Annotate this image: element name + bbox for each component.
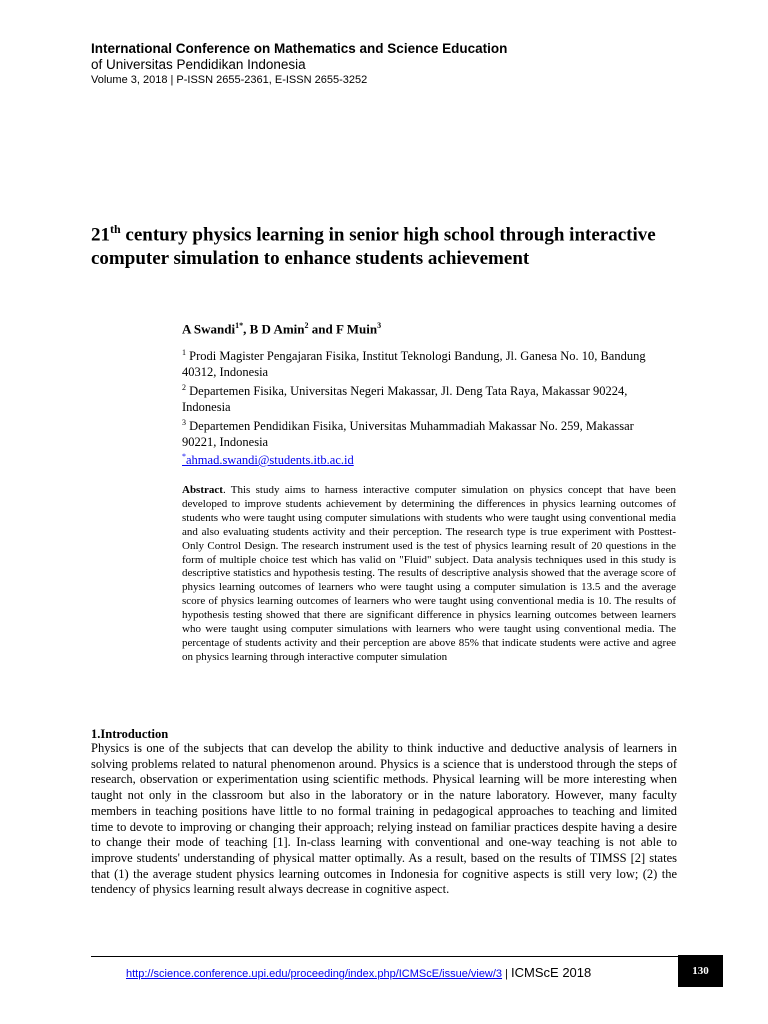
affiliation-text: Departemen Fisika, Universitas Negeri Makassar, Jl. Deng Tata Raya, Makassar 90224, Indonesia (182, 384, 628, 414)
title-superscript: th (110, 222, 121, 236)
author-1: A Swandi (182, 321, 236, 337)
affiliation-3 (182, 415, 662, 450)
paper-title (91, 218, 671, 270)
author-3: F Muin (336, 321, 378, 337)
affiliation-marker: 2 (182, 383, 186, 393)
affiliation-1 (182, 345, 662, 380)
volume-info: Volume 3, 2018 | P-ISSN 2655-2361, E-ISSN 2655-3252 (91, 74, 368, 86)
footer-separator: | (502, 968, 512, 980)
author-2-sup: 2 (304, 321, 309, 330)
section-heading: 1.Introduction (91, 727, 169, 741)
affiliation-marker: 3 (182, 418, 186, 428)
corresponding-email-link[interactable] (182, 452, 354, 468)
affiliations (182, 345, 662, 450)
introduction-text: Physics is one of the subjects that can develop the ability to think inductive and deductive analysis of learners in solving problems related to natural phenomenon around. Physics is a science that is understood through the steps of research, observation or experimentation using scientific methods. Physical learning will be more interesting when taught not only in the classroom but also in the laboratory or in the nature laboratory. However, many faculty members in teaching positions have little to no formal training in pedagogical approaches to teaching and limited time to devote to improving or changing their approach; relying instead on familiar practices despite having a desire to change their mode of teaching [1]. In-class learning with conventional and one-way teaching is not able to improve students' understanding of physical matter optimally. As a result, based on the results of TIMSS [2] states that (1) the average student physics learning outcomes in Indonesia for cognitive aspects is still very low; (2) the tendency of physics learning result always decrease in cognitive aspect. (91, 741, 677, 897)
conference-name: International Conference on Mathematics and Science Education (91, 41, 508, 56)
email-address: ahmad.swandi@students.itb.ac.id (186, 453, 354, 468)
author-sep: , (243, 321, 250, 337)
affiliation-text: Prodi Magister Pengajaran Fisika, Institut Teknologi Bandung, Jl. Ganesa No. 10, Bandung 40312, Indonesia (182, 349, 646, 379)
affiliation-marker: 1 (182, 348, 186, 357)
author-sep: and (308, 321, 336, 337)
author-1-sup: 1* (235, 321, 244, 330)
author-3-sup: 3 (377, 321, 382, 330)
affiliation-text: Departemen Pendidikan Fisika, Universitas Muhammadiah Makassar No. 259, Makassar 90221, Indonesia (182, 419, 634, 449)
running-header (91, 41, 507, 88)
abstract (182, 484, 676, 665)
title-text: century physics learning in senior high school through interactive computer simulation to enhance students achievement (91, 224, 656, 269)
abstract-text: . This study aims to harness interactive computer simulation on physics concept that have been developed to improve students achievement by determining the differences in physics learning outcomes of students who were taught using computer simulations with students who were taught using conventional media and also evaluating students activity and their perception. The research type is true experiment with Posttest-Only Control Design. The research instrument used is the test of physics learning result of 20 questions in the form of multiple choice test which has valid on "Fluid" subject. Data analysis techniques used in this study is descriptive statistics and hypothesis testing. The results of descriptive analysis showed that the average score of physics learning outcomes of learners who were taught using a computer simulation is 13.5 and the average score of physics learning outcomes of learners who were taught using conventional media is 10. The results of hypothesis testing showed that there are significant difference in physics learning outcomes between learners who were taught using computer simulations with learners who were taught using conventional media. The percentage of students activity and their perception are above 85% that indicate students were active and agree on physics learning through interactive computer simulation (182, 484, 676, 663)
footer-divider (91, 956, 678, 957)
author-list (182, 321, 381, 337)
proceeding-url-link[interactable]: http://science.conference.upi.edu/proceeding/index.php/ICMScE/issue/view/3 (126, 968, 503, 980)
affiliation-2 (182, 380, 662, 415)
footer (126, 965, 591, 980)
title-number: 21 (91, 224, 110, 246)
page-number: 130 (692, 965, 709, 977)
page-number-box (678, 955, 723, 987)
email-marker: * (182, 452, 186, 461)
abstract-label: Abstract (182, 484, 223, 496)
author-2: B D Amin (249, 321, 305, 337)
university-name: of Universitas Pendidikan Indonesia (91, 57, 306, 72)
footer-conference: ICMScE 2018 (511, 965, 592, 980)
